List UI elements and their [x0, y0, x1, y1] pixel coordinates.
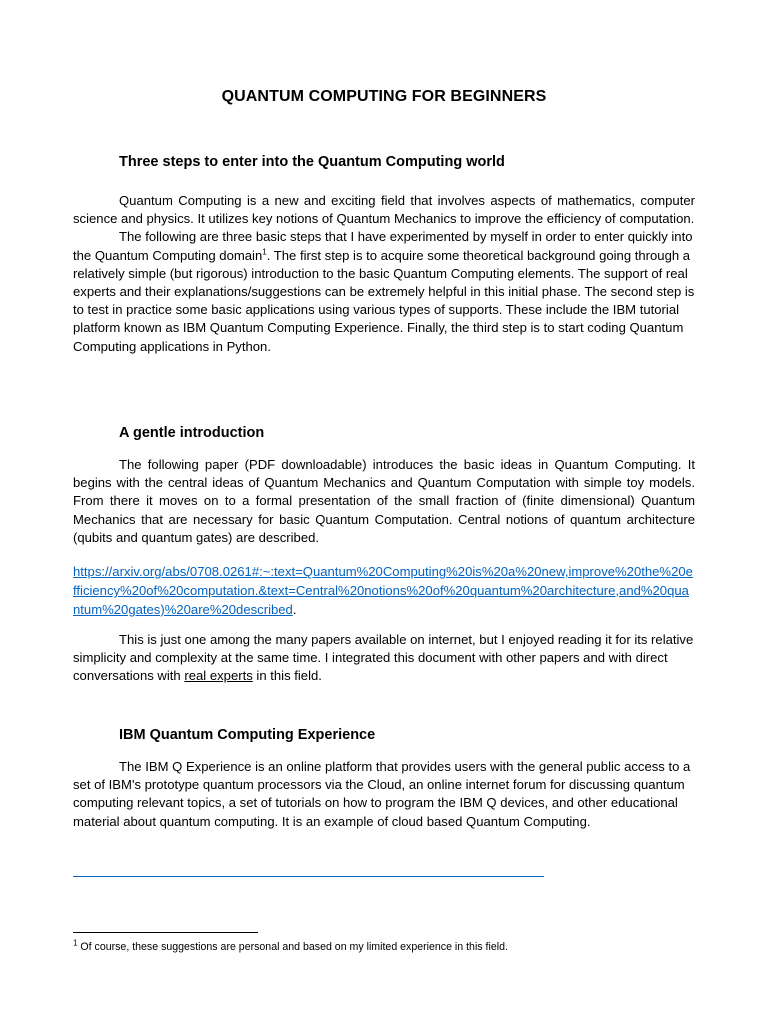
paragraph-closing-text-cont: in this field.	[252, 668, 322, 684]
document-title: QUANTUM COMPUTING FOR BEGINNERS	[221, 88, 547, 105]
section-body-closing	[73, 631, 695, 686]
footnote-reference[interactable]: 1	[262, 247, 267, 257]
section-body-ibm	[73, 758, 695, 831]
section-heading-three-steps: Three steps to enter into the Quantum Computing world	[119, 154, 505, 170]
paragraph-three-steps-text: The following are three basic steps that I have experimented by myself in order to enter quickly into the Quantum Computing domain	[73, 229, 693, 263]
footnote-mark: 1	[73, 938, 78, 948]
paragraph-closing	[73, 631, 695, 686]
paragraph-paper-description: The following paper (PDF downloadable) introduces the basic ideas in Quantum Computing. It begins with the central ideas of Quantum Mechanics and Quantum Computation with simple toy models. From there it moves on to a formal presentation of the small fraction of (finite dimensional) Quantum Mechanics that are necessary for basic Quantum Computation. Central notions of quantum architecture (qubits and quantum gates) are described.	[73, 457, 695, 545]
section-heading-ibm: IBM Quantum Computing Experience	[119, 727, 376, 743]
section-body-three-steps	[73, 192, 695, 356]
paragraph-intro: Quantum Computing is a new and exciting field that involves aspects of mathematics, computer science and physics. It utilizes key notions of Quantum Mechanics to improve the efficiency of computation.	[73, 193, 695, 227]
arxiv-link-block	[73, 562, 695, 619]
empty-link-underline[interactable]	[73, 876, 544, 877]
footnote	[73, 940, 508, 954]
real-experts-link[interactable]: real experts	[184, 668, 253, 684]
section-heading-gentle-intro: A gentle introduction	[119, 425, 265, 441]
paragraph-ibm: The IBM Q Experience is an online platform that provides users with the general public access to a set of IBM's prototype quantum processors via the Cloud, an online internet forum for discussing quantum computing relevant topics, a set of tutorials on how to program the IBM Q devices, and other educational material about quantum computing. It is an example of cloud based Quantum Computing.	[73, 759, 691, 829]
arxiv-link-period: .	[292, 602, 297, 617]
section-body-gentle-intro	[73, 456, 695, 547]
paragraph-three-steps	[73, 228, 695, 355]
paragraph-three-steps-text-cont: . The first step is to acquire some theoretical background going through a relatively simple (but rigorous) introduction to the basic Quantum Computing elements. The support of real experts and their explanations/suggestions can be extremely helpful in this initial phase. The second step is to test in practice some basic applications using various types of supports. These include the IBM tutorial platform known as IBM Quantum Computing Experience. Finally, the third step is to start coding Quantum Computing applications in Python.	[73, 247, 695, 354]
footnote-text: Of course, these suggestions are personal and based on my limited experience in this field.	[77, 941, 508, 953]
paragraph-closing-text: This is just one among the many papers available on internet, but I enjoyed reading it for its relative simplicity and complexity at the same time. I integrated this document with other papers and with direct conversations with	[73, 632, 694, 684]
footnote-separator	[73, 932, 258, 933]
arxiv-link[interactable]: https://arxiv.org/abs/0708.0261#:~:text=Quantum%20Computing%20is%20a%20new,improve%20the%20efficiency%20of%20computation.&text=Central%20notions%20of%20quantum%20architecture,and%20quantum%20gates)%20are%20described	[73, 564, 693, 617]
